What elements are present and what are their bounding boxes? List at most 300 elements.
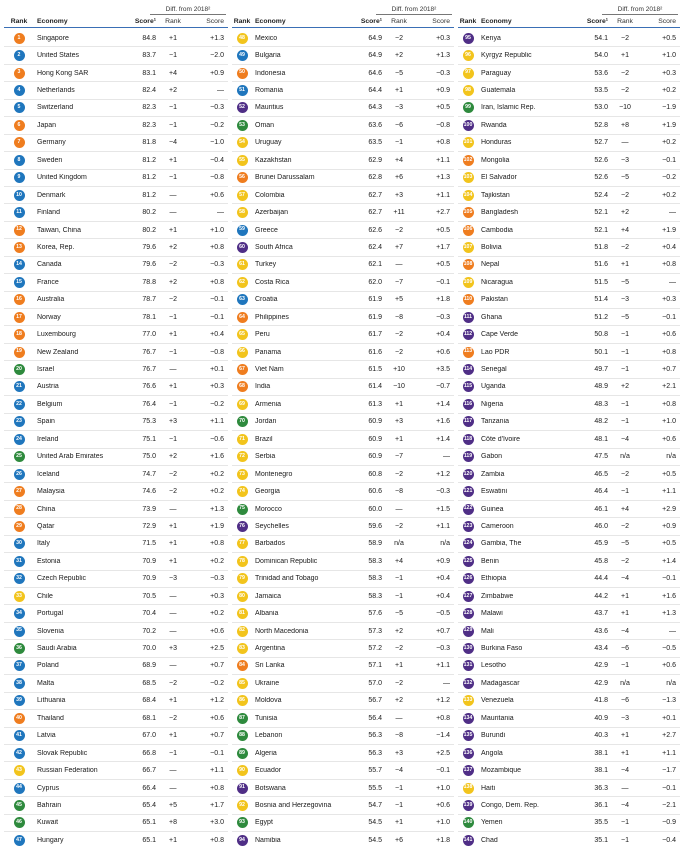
economy-name: Madagascar [481, 679, 520, 687]
diff-header-label: Diff. from 2018² [150, 6, 226, 15]
score-value: 48.3 [594, 400, 608, 408]
rank-change: +4 [395, 557, 403, 565]
score-change: −0.1 [436, 278, 450, 286]
rank-cell [4, 504, 34, 515]
score-value: 81.2 [142, 156, 156, 164]
rank-cell [4, 277, 34, 288]
table-row [4, 449, 228, 466]
rank-cell [232, 730, 252, 741]
table-row [458, 693, 680, 710]
rank-badge: 111 [463, 312, 474, 323]
score-value: 76.7 [142, 348, 156, 356]
table-row [4, 710, 228, 727]
rank-change: +3 [169, 645, 177, 653]
economy-name: Belgium [37, 400, 63, 408]
rank-cell [458, 504, 478, 515]
rank-change: −8 [395, 488, 403, 496]
economy-name: Serbia [255, 453, 276, 461]
table-row [458, 274, 680, 291]
rank-cell [458, 225, 478, 236]
economy-name: China [37, 505, 56, 513]
economy-name: Sweden [37, 156, 63, 164]
rank-badge: 93 [237, 817, 248, 828]
rank-cell [4, 486, 34, 497]
score-change: +1.3 [436, 52, 450, 60]
score-value: 43.6 [594, 627, 608, 635]
table-row [4, 187, 228, 204]
rank-cell [4, 155, 34, 166]
economy-name: Uganda [481, 383, 506, 391]
score-change: +0.5 [436, 226, 450, 234]
rank-cell [232, 817, 252, 828]
score-value: 52.1 [594, 226, 608, 234]
rank-change: −5 [621, 540, 629, 548]
score-value: 51.4 [594, 296, 608, 304]
rank-change: −2 [621, 470, 629, 478]
rank-change: +1 [395, 662, 403, 670]
score-change: +0.5 [662, 540, 676, 548]
rank-change: −1 [395, 801, 403, 809]
score-value: 82.3 [142, 104, 156, 112]
rank-badge: 73 [237, 469, 248, 480]
economy-name: Argentina [255, 645, 285, 653]
economy-name: Saudi Arabia [37, 645, 77, 653]
economy-name: Côte d'Ivoire [481, 435, 521, 443]
rank-cell [232, 783, 252, 794]
economy-name: Jamaica [255, 592, 282, 600]
rank-header: Rank [459, 18, 477, 25]
rank-change: −1 [169, 121, 177, 129]
table-row [458, 326, 680, 343]
rank-badge: 62 [237, 277, 248, 288]
score-change: +0.4 [210, 331, 224, 339]
table-row [458, 553, 680, 570]
rank-cell [232, 137, 252, 148]
economy-name: Ireland [37, 435, 59, 443]
rank-cell [4, 538, 34, 549]
rank-badge: 66 [237, 347, 248, 358]
score-change: +1.7 [210, 801, 224, 809]
score-value: 53.0 [594, 104, 608, 112]
rank-badge: 37 [14, 660, 25, 671]
score-header: Score¹ [360, 18, 382, 25]
score-change: +1.2 [436, 470, 450, 478]
rank-change: −3 [169, 575, 177, 583]
score-value: 57.2 [368, 645, 382, 653]
score-change: +1.4 [436, 435, 450, 443]
rank-cell [458, 486, 478, 497]
score-value: 52.6 [594, 156, 608, 164]
rank-badge: 49 [237, 50, 248, 61]
rank-cell [4, 800, 34, 811]
score-value: 56.3 [368, 732, 382, 740]
rank-change: +2 [621, 383, 629, 391]
table-row [4, 47, 228, 64]
score-change: +0.3 [662, 296, 676, 304]
economy-name: South Africa [255, 243, 293, 251]
rank-cell [232, 225, 252, 236]
score-value: 52.8 [594, 121, 608, 129]
rank-cell [4, 120, 34, 131]
score-change: −0.1 [662, 575, 676, 583]
table-row [232, 152, 454, 169]
rank-change: −1 [169, 435, 177, 443]
economy-name: Switzerland [37, 104, 74, 112]
rank-badge: 1 [14, 33, 25, 44]
economy-name: Gabon [481, 453, 503, 461]
table-row [4, 30, 228, 47]
column-headers [458, 16, 680, 27]
score-value: 53.5 [594, 87, 608, 95]
score-value: 35.1 [594, 836, 608, 844]
score-change: +0.6 [436, 348, 450, 356]
score-change: +0.8 [210, 540, 224, 548]
rank-change: +2 [169, 87, 177, 95]
score-value: 65.1 [142, 836, 156, 844]
score-value: 42.9 [594, 679, 608, 687]
rank-badge: 65 [237, 329, 248, 340]
rank-badge: 135 [463, 730, 474, 741]
score-change: +1.4 [662, 557, 676, 565]
table-row [4, 675, 228, 692]
table-row [232, 728, 454, 745]
table-row [4, 762, 228, 779]
score-value: 46.0 [594, 522, 608, 530]
rank-badge: 110 [463, 294, 474, 305]
rank-cell [232, 643, 252, 654]
score-change: +0.8 [436, 139, 450, 147]
rank-cell [458, 120, 478, 131]
economy-name: Turkey [255, 261, 277, 269]
table-row [4, 361, 228, 378]
rank-cell [232, 33, 252, 44]
rank-badge: 79 [237, 573, 248, 584]
rank-cell [4, 347, 34, 358]
rank-change: +1 [169, 732, 177, 740]
score-change: +0.1 [662, 714, 676, 722]
score-value: 41.8 [594, 697, 608, 705]
score-value: 52.4 [594, 191, 608, 199]
rank-badge: 29 [14, 521, 25, 532]
rank-badge: 10 [14, 190, 25, 201]
table-row [4, 832, 228, 848]
rank-badge: 71 [237, 434, 248, 445]
rank-badge: 114 [463, 364, 474, 375]
table-row [232, 815, 454, 832]
rank-cell [4, 469, 34, 480]
rank-cell [458, 137, 478, 148]
table-row [232, 135, 454, 152]
score-value: 36.1 [594, 801, 608, 809]
rank-cell [4, 190, 34, 201]
rank-badge: 113 [463, 347, 474, 358]
rank-change: +1 [169, 540, 177, 548]
rank-cell [4, 695, 34, 706]
table-row [458, 745, 680, 762]
economy-name: Iran, Islamic Rep. [481, 104, 536, 112]
rank-change: +1 [621, 52, 629, 60]
economy-name: Jordan [255, 418, 277, 426]
table-row [4, 204, 228, 221]
table-row [232, 361, 454, 378]
rank-change: −8 [395, 732, 403, 740]
table-row [458, 483, 680, 500]
rank-change: +5 [169, 801, 177, 809]
score-value: 54.0 [594, 52, 608, 60]
score-value: 68.9 [142, 662, 156, 670]
rank-badge: 21 [14, 381, 25, 392]
rank-cell [458, 608, 478, 619]
table-row [232, 571, 454, 588]
economy-name: Bosnia and Herzegovina [255, 801, 332, 809]
rank-badge: 88 [237, 730, 248, 741]
economy-name: Paraguay [481, 69, 511, 77]
score-change: +0.8 [210, 243, 224, 251]
economy-name: Seychelles [255, 522, 289, 530]
score-value: 66.7 [142, 767, 156, 775]
rank-change: +1 [169, 226, 177, 234]
score-change: +0.3 [436, 34, 450, 42]
rank-cell [232, 207, 252, 218]
rank-badge: 50 [237, 68, 248, 79]
rank-badge: 28 [14, 504, 25, 515]
economy-name: United Kingdom [37, 174, 87, 182]
score-value: 70.5 [142, 592, 156, 600]
score-value: 48.2 [594, 418, 608, 426]
rank-cell [458, 730, 478, 741]
economy-name: Singapore [37, 34, 69, 42]
score-change: +2.5 [210, 645, 224, 653]
rank-badge: 15 [14, 277, 25, 288]
table-row [232, 762, 454, 779]
score-change: +1.3 [210, 34, 224, 42]
score-value: 40.9 [594, 714, 608, 722]
economy-name: New Zealand [37, 348, 79, 356]
rank-cell [458, 434, 478, 445]
score-value: 56.7 [368, 697, 382, 705]
rank-cell [232, 695, 252, 706]
score-change: — [669, 627, 676, 635]
rank-change: −2 [395, 34, 403, 42]
rank-badge: 134 [463, 713, 474, 724]
score-change: +0.9 [436, 557, 450, 565]
rank-change: — [169, 767, 177, 775]
rank-badge: 101 [463, 137, 474, 148]
table-column-2 [232, 4, 454, 849]
rank-badge: 26 [14, 469, 25, 480]
economy-name: Czech Republic [37, 575, 87, 583]
rank-cell [458, 416, 478, 427]
table-row [4, 309, 228, 326]
rank-badge: 44 [14, 783, 25, 794]
economy-name: Angola [481, 749, 503, 757]
rank-badge: 132 [463, 678, 474, 689]
score-change: −0.1 [210, 749, 224, 757]
rank-change: +2 [395, 627, 403, 635]
rank-cell [232, 347, 252, 358]
rank-badge: 102 [463, 155, 474, 166]
score-change: +1.3 [210, 505, 224, 513]
table-row [458, 100, 680, 117]
score-change: −0.3 [210, 104, 224, 112]
rank-badge: 99 [463, 102, 474, 113]
economy-name: Montenegro [255, 470, 293, 478]
score-change: −0.1 [662, 313, 676, 321]
rank-cell [4, 242, 34, 253]
score-change: −0.2 [210, 400, 224, 408]
rank-badge: 94 [237, 835, 248, 846]
economy-name: Estonia [37, 557, 61, 565]
score-value: 74.7 [142, 470, 156, 478]
economy-name: France [37, 278, 59, 286]
score-change: +0.2 [662, 191, 676, 199]
rank-change: — [169, 505, 177, 513]
rank-badge: 47 [14, 835, 25, 846]
economy-name: Bahrain [37, 801, 62, 809]
score-change: −0.3 [436, 313, 450, 321]
economy-name: Yemen [481, 819, 503, 827]
rank-cell [458, 364, 478, 375]
score-value: 52.1 [594, 209, 608, 217]
score-change: +0.7 [210, 662, 224, 670]
rank-badge: 104 [463, 190, 474, 201]
score-change: +1.7 [436, 243, 450, 251]
score-value: 82.3 [142, 121, 156, 129]
rank-change: +8 [621, 121, 629, 129]
table-row [232, 117, 454, 134]
rank-cell [4, 172, 34, 183]
score-change: −0.4 [210, 156, 224, 164]
rank-cell [232, 486, 252, 497]
table-row [458, 65, 680, 82]
rank-change: — [169, 191, 177, 199]
table-row [4, 396, 228, 413]
rank-badge: 2 [14, 50, 25, 61]
economy-name: Moldova [255, 697, 282, 705]
score-change: −0.3 [436, 488, 450, 496]
rank-badge: 20 [14, 364, 25, 375]
rank-badge: 108 [463, 259, 474, 270]
score-change: +0.8 [210, 784, 224, 792]
table-row [458, 187, 680, 204]
score-change: +2.5 [436, 749, 450, 757]
rank-change: −2 [169, 679, 177, 687]
score-value: 70.9 [142, 557, 156, 565]
table-row [232, 780, 454, 797]
rank-badge: 119 [463, 451, 474, 462]
score-change: −1.4 [436, 732, 450, 740]
rank-change: — [395, 714, 403, 722]
rank-badge: 106 [463, 225, 474, 236]
score-change: +1.6 [436, 418, 450, 426]
rank-cell [232, 556, 252, 567]
rank-badge: 31 [14, 556, 25, 567]
score-change: n/a [666, 453, 676, 461]
economy-name: Trinidad and Tobago [255, 575, 319, 583]
rank-change: — [169, 662, 177, 670]
rank-cell [232, 713, 252, 724]
score-value: 60.9 [368, 435, 382, 443]
score-change: +0.9 [210, 69, 224, 77]
economy-name: Slovenia [37, 627, 64, 635]
score-change: +2.1 [662, 383, 676, 391]
rank-change: −5 [395, 69, 403, 77]
score-value: 81.2 [142, 191, 156, 199]
rank-change: — [621, 139, 629, 147]
score-value: 64.3 [368, 104, 382, 112]
rank-change: −1 [169, 52, 177, 60]
table-row [458, 658, 680, 675]
rank-change: — [169, 592, 177, 600]
rank-badge: 33 [14, 591, 25, 602]
economy-name: Gambia, The [481, 540, 522, 548]
economy-name: Israel [37, 366, 55, 374]
economy-name: Netherlands [37, 87, 75, 95]
rank-badge: 56 [237, 172, 248, 183]
economy-name: Australia [37, 296, 65, 304]
table-row [458, 344, 680, 361]
economy-name: Egypt [255, 819, 273, 827]
economy-name: Philippines [255, 313, 289, 321]
rank-badge: 55 [237, 155, 248, 166]
economy-name: Viet Nam [255, 366, 284, 374]
rank-badge: 22 [14, 399, 25, 410]
rank-cell [458, 155, 478, 166]
table-row [4, 257, 228, 274]
table-row [4, 274, 228, 291]
rank-change: +11 [393, 209, 405, 217]
rank-change: +1 [169, 697, 177, 705]
table-row [232, 588, 454, 605]
rank-cell [232, 277, 252, 288]
rank-cell [232, 85, 252, 96]
rank-cell [4, 573, 34, 584]
rank-badge: 78 [237, 556, 248, 567]
economy-name: Lesotho [481, 662, 506, 670]
rank-cell [4, 556, 34, 567]
rank-cell [458, 660, 478, 671]
rank-change: −1 [621, 418, 629, 426]
score-change: −0.1 [662, 156, 676, 164]
table-row [4, 640, 228, 657]
rank-change: −5 [621, 174, 629, 182]
rank-cell [232, 416, 252, 427]
score-change: — [669, 209, 676, 217]
rank-cell [232, 451, 252, 462]
rank-cell [232, 521, 252, 532]
rank-change: −4 [169, 139, 177, 147]
score-value: 70.9 [142, 575, 156, 583]
rank-cell [458, 556, 478, 567]
rank-badge: 139 [463, 800, 474, 811]
rank-badge: 61 [237, 259, 248, 270]
rank-cell [4, 783, 34, 794]
rank-badge: 124 [463, 538, 474, 549]
score-value: 58.3 [368, 575, 382, 583]
table-row [232, 797, 454, 814]
score-change: +0.2 [662, 139, 676, 147]
score-change: — [217, 209, 224, 217]
rank-change: +2 [395, 697, 403, 705]
rank-cell [458, 68, 478, 79]
rank-cell [458, 294, 478, 305]
score-value: 36.3 [594, 784, 608, 792]
rank-change: −4 [621, 801, 629, 809]
economy-name: Uruguay [255, 139, 282, 147]
economy-name: Tajikistan [481, 191, 510, 199]
score-value: 83.7 [142, 52, 156, 60]
rank-change: — [169, 627, 177, 635]
